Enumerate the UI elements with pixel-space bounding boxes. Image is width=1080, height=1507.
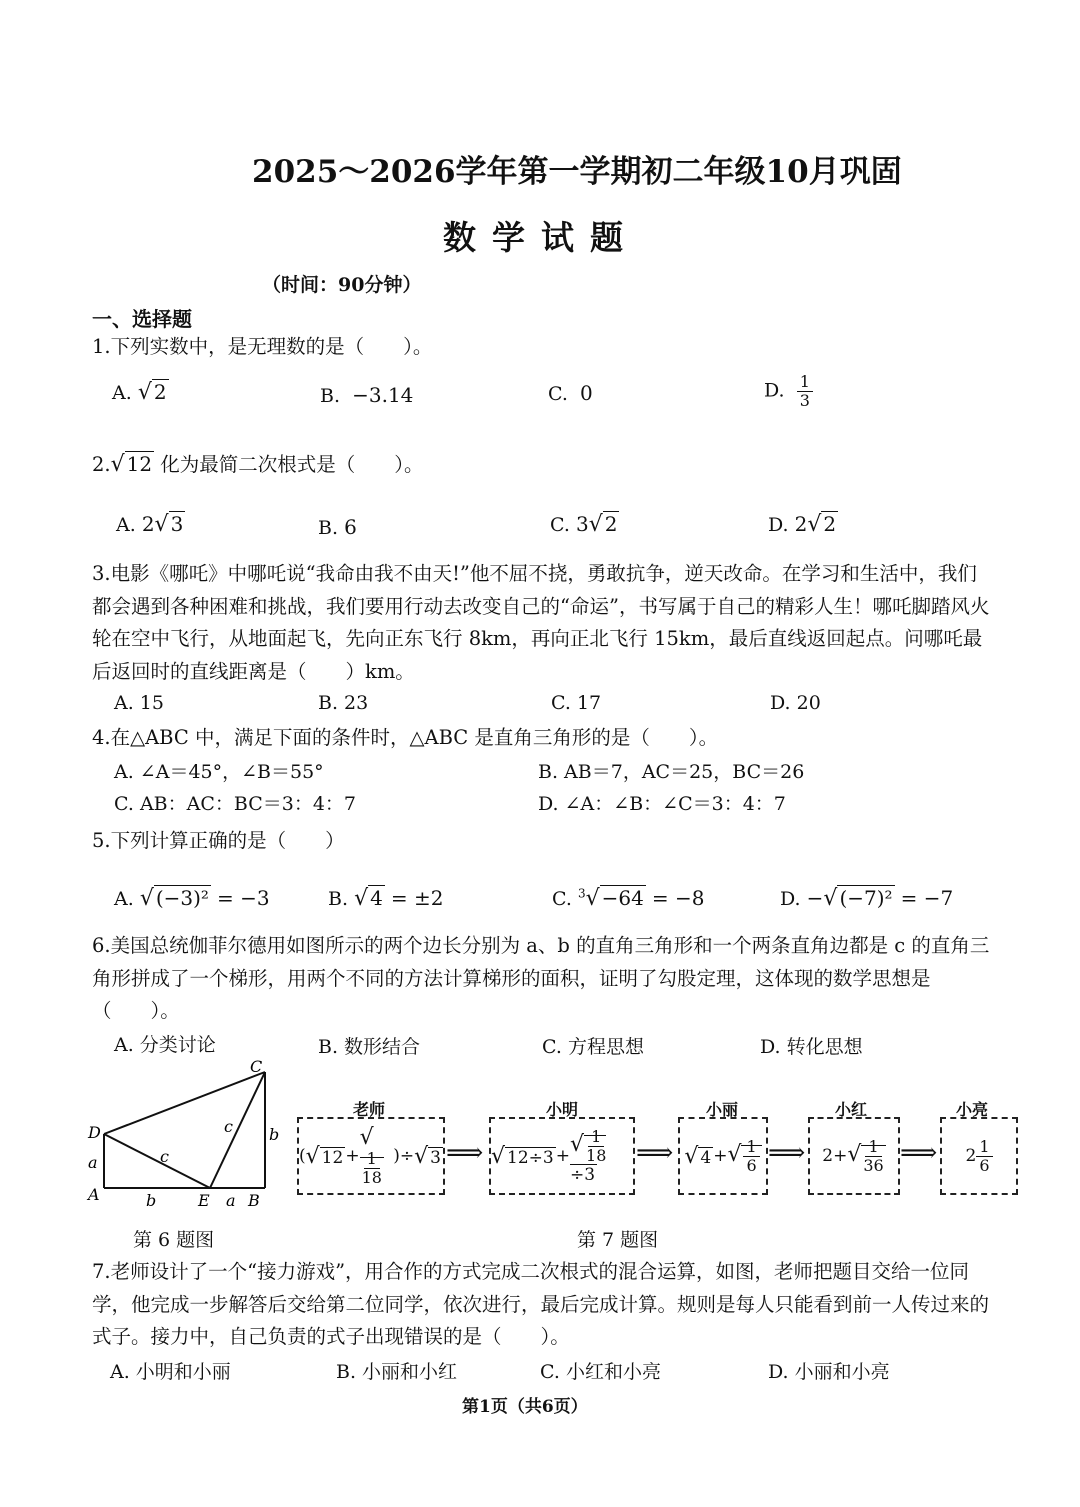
fig6-label-c: C — [250, 1057, 263, 1076]
exam-title: 2025～2026学年第一学期初二年级10月巩固 — [252, 154, 902, 190]
fig7-arrow-2: ⟹ — [636, 1138, 674, 1168]
fig6-label-c-right: c — [224, 1117, 233, 1136]
q5-option-c: C. $^3$√ −64 = −8 — [552, 886, 705, 911]
q4-option-c: C. AB：AC：BC＝3：4：7 — [114, 793, 356, 815]
fig7-box-xiaohong: 2+ √ $\frac{1}{36}$ — [808, 1117, 900, 1195]
q6-option-a: A. 分类讨论 — [114, 1034, 216, 1056]
fig7-box-xiaoli: √ 4 + √ $\frac{1}{6}$ — [678, 1117, 768, 1195]
q7-option-d: D. 小丽和小亮 — [768, 1361, 890, 1383]
fig7-box-xiaoming: √ 12÷3 + √ $\frac{1}{18}$ ÷3 — [489, 1117, 635, 1195]
fig6-label-e: E — [198, 1191, 210, 1210]
q1-d-label: D. — [764, 379, 785, 402]
exam-subtitle: 数学试题 — [443, 218, 639, 257]
fig7-arrow-4: ⟹ — [900, 1138, 938, 1168]
page-footer: 第1页（共6页） — [462, 1397, 588, 1417]
section-title: 一、选择题 — [92, 307, 192, 331]
fig7-name-xiaoming: 小明 — [546, 1100, 579, 1119]
q7-option-c: C. 小红和小亮 — [540, 1361, 661, 1383]
q3-option-b: B. 23 — [318, 692, 369, 714]
q2-option-b: B. 6 — [318, 515, 357, 539]
figure-6-trapezoid — [80, 1056, 280, 1216]
fig7-name-xiaohong: 小红 — [835, 1100, 868, 1119]
q7-option-a: A. 小明和小丽 — [110, 1361, 231, 1383]
q5-option-d: D. −√ (−7)² = −7 — [780, 886, 954, 911]
fig6-edge-de — [104, 1134, 210, 1188]
q1-c-label: C. — [548, 383, 568, 405]
fig6-label-c-mid: c — [160, 1147, 169, 1166]
q1-a-label: A. — [112, 382, 132, 404]
q1-option-c — [548, 381, 593, 405]
q7-option-b: B. 小丽和小红 — [336, 1361, 458, 1383]
q5-option-b: B. √ 4 = ±2 — [328, 886, 444, 911]
fig6-label-b-side: b — [269, 1125, 280, 1144]
q6-option-b: B. 数形结合 — [318, 1036, 421, 1058]
fig7-name-xiaoliang: 小亮 — [956, 1100, 989, 1119]
q1-option-d — [764, 373, 813, 410]
q1-option-a — [112, 380, 169, 405]
q2-option-d: D. 2√ 2 — [768, 512, 837, 537]
fig6-label-a: A — [88, 1185, 100, 1204]
q4-option-b: B. AB＝7，AC＝25，BC＝26 — [538, 761, 805, 783]
q1-stem: 1.下列实数中，是无理数的是（ ）。 — [92, 335, 433, 358]
q2-radical: √ 12 — [110, 452, 153, 477]
fig7-name-xiaoli: 小丽 — [706, 1100, 739, 1119]
q1-b-label: B. — [320, 385, 341, 407]
fig7-arrow-1: ⟹ — [446, 1138, 484, 1168]
fig7-box-xiaoliang: 2 $\frac{1}{6}$ — [940, 1117, 1018, 1195]
q6-text: 6.美国总统伽菲尔德用如图所示的两个边长分别为 a、b 的直角三角形和一个两条直角边都是 c 的直角三角形拼成了一个梯形，用两个不同的方法计算梯形的面积，证明了勾股定理，这体现的数学思想是（ ）。 — [92, 934, 990, 1022]
q2-option-a: A. 2√ 3 — [116, 512, 184, 537]
fig6-label-a-side: a — [88, 1153, 98, 1172]
fig7-arrow-3: ⟹ — [768, 1138, 806, 1168]
q1-c-value: 0 — [580, 381, 593, 405]
q6-option-d: D. 转化思想 — [760, 1036, 863, 1058]
q5-option-a: A. √ (−3)² = −3 — [114, 886, 270, 911]
q1-option-b — [320, 383, 413, 407]
q7-text: 7.老师设计了一个“接力游戏”，用合作的方式完成二次根式的混合运算，如图，老师把题目交给一位同学，他完成一步解答后交给第二位同学，依次进行，最后完成计算。规则是每人只能看到前一人传过来的式子。接力中，自己负责的式子出现错误的是（ ）。 — [92, 1260, 990, 1348]
q1-d-fraction: $\frac{1}{3}$ — [797, 373, 813, 410]
q3-option-c: C. 17 — [551, 692, 602, 714]
figure-7-caption: 第 7 题图 — [577, 1229, 659, 1251]
q5-stem: 5.下列计算正确的是（ ） — [92, 829, 345, 852]
fig6-label-a-bottom: a — [226, 1191, 236, 1210]
exam-time: （时间：90分钟） — [262, 274, 422, 296]
fig7-box-teacher: ( √ 12 + √ $\frac{1}{18}$ ) ÷ √ 3 — [297, 1117, 445, 1195]
fig6-label-b-bottom: b — [146, 1191, 157, 1210]
figure-6-caption: 第 6 题图 — [133, 1229, 215, 1251]
q3-text: 3.电影《哪吒》中哪吒说“我命由我不由天!”他不屈不挠，勇敢抗争，逆天改命。在学习和生活中，我们都会遇到各种困难和挑战，我们要用行动去改变自己的“命运”，书写属于自己的精彩人生！哪吒脚踏风火轮在空中飞行，从地面起飞，先向正东飞行 8km，再向正北飞行 15km，最后直线返回起点。问哪吒最后返回时的直线距离是（ ）km。 — [92, 562, 990, 683]
q4-stem: 4.在△ABC 中，满足下面的条件时，△ABC 是直角三角形的是（ ）。 — [92, 726, 719, 749]
q6-option-c: C. 方程思想 — [542, 1036, 644, 1058]
q2-stem: 2.√ 12 化为最简二次根式是（ ）。 — [92, 448, 424, 481]
fig6-label-d: D — [88, 1123, 101, 1142]
q4-option-a: A. ∠A＝45°，∠B＝55° — [114, 761, 324, 783]
fig7-name-teacher: 老师 — [353, 1100, 386, 1119]
fig6-label-b: B — [248, 1191, 260, 1210]
q4-option-d: D. ∠A：∠B：∠C＝3：4：7 — [538, 793, 786, 815]
q3-option-d: D. 20 — [770, 692, 821, 714]
q3-option-a: A. 15 — [114, 692, 164, 714]
q1-b-value: −3.14 — [352, 383, 414, 407]
q1-a-radical: √ 2 — [137, 380, 167, 405]
q2-option-c: C. 3√ 2 — [550, 512, 618, 537]
